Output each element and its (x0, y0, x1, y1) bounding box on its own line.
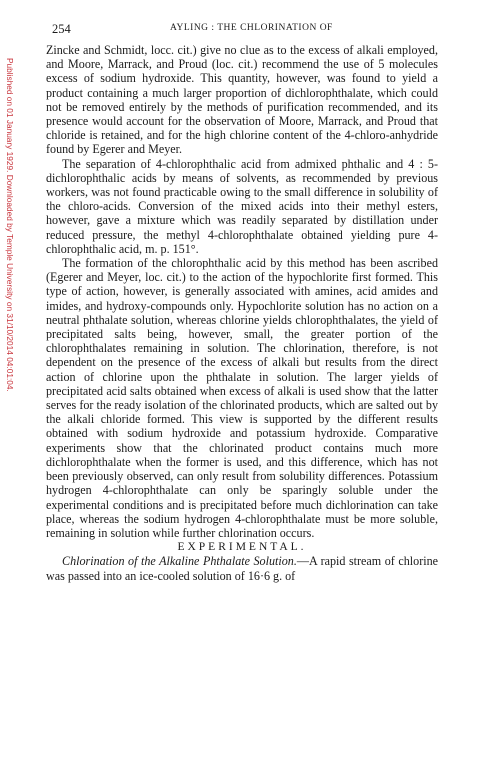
paragraph (46, 554, 438, 582)
paragraph: The formation of the chlorophthalic acid by this method has been ascribed (Egerer and Meyer, loc. cit.) to the action of the hypochlorite first formed. This type of action, however, is generally associated with amines, acid amides and imides, and hydroxy-compounds only. Hypochlorite solution has no action on a neutral phthalate solution, whereas chlorine yields chlorophthalates, the yield of precipitated salts being, however, small, the greater portion of the chlorophthalates remaining in solution. The chlorination, therefore, is not dependent on the presence of the excess of alkali but results from the direct action of chlorine upon the phthalate in solution. The larger yields of precipitated acid salts obtained when excess of alkali is used show that the latter serves for the ready isolation of the chlorinated products, which are salted out by the alkali chloride formed. This view is supported by the different results obtained with sodium hydroxide and potassium hydroxide. Comparative experiments show that the chlorinated product contains much more dichlorophthalate when the former is used, and this difference, which has not been previously observed, can only result from solubility differences. Potassium hydrogen 4-chlorophthalate can only be sparingly soluble under the experimental conditions and is precipitated before much dichlorination can take place, whereas the sodium hydrogen 4-chlorophthalate must be more soluble, remaining in solution while further chlorination occurs. (46, 256, 438, 540)
run-in-heading: Chlorination of the Alkaline Phthalate Solution. (62, 554, 297, 569)
paragraph-text: —A rapid stream of chlorine was passed into an ice-cooled solution of 16·6 g. of (46, 554, 438, 583)
article-body (46, 43, 438, 583)
section-heading: EXPERIMENTAL. (177, 541, 307, 554)
download-notice-text: Published on 01 January 1929. Downloaded by Temple University on 31/10/2014 04:01:04. (5, 58, 15, 392)
download-notice (2, 58, 16, 488)
paragraph: The separation of 4-chlorophthalic acid from admixed phthalic and 4 : 5-dichlorophthalic acids by means of solvents, as recommended by previous workers, was not found practicable owing to the small difference in solubility of the chloro-acids. Conversion of the mixed acids into their methyl esters, however, gave a mixture which was readily separated by distillation under reduced pressure, the methyl 4-chlorophthalate obtained yielding pure 4-chlorophthalic acid, m. p. 151°. (46, 156, 438, 256)
paragraph: Zincke and Schmidt, locc. cit.) give no clue as to the excess of alkali employed, and Moore, Marrack, and Proud (loc. cit.) recommend the use of 5 molecules excess of sodium hydroxide. This quantity, however, was found to yield a product containing a much larger proportion of dichlorophthalate, which could not be removed entirely by the methods of purification recommended, and its presence would account for the observation of Moore, Marrack, and Proud that chloride is retained, and for the high chlorine content of the 4-chloro-anhydride found by Egerer and Meyer. (46, 43, 438, 157)
page-number: 254 (52, 22, 71, 36)
running-title: AYLING : THE CHLORINATION OF (170, 23, 333, 33)
page-header (52, 22, 434, 38)
